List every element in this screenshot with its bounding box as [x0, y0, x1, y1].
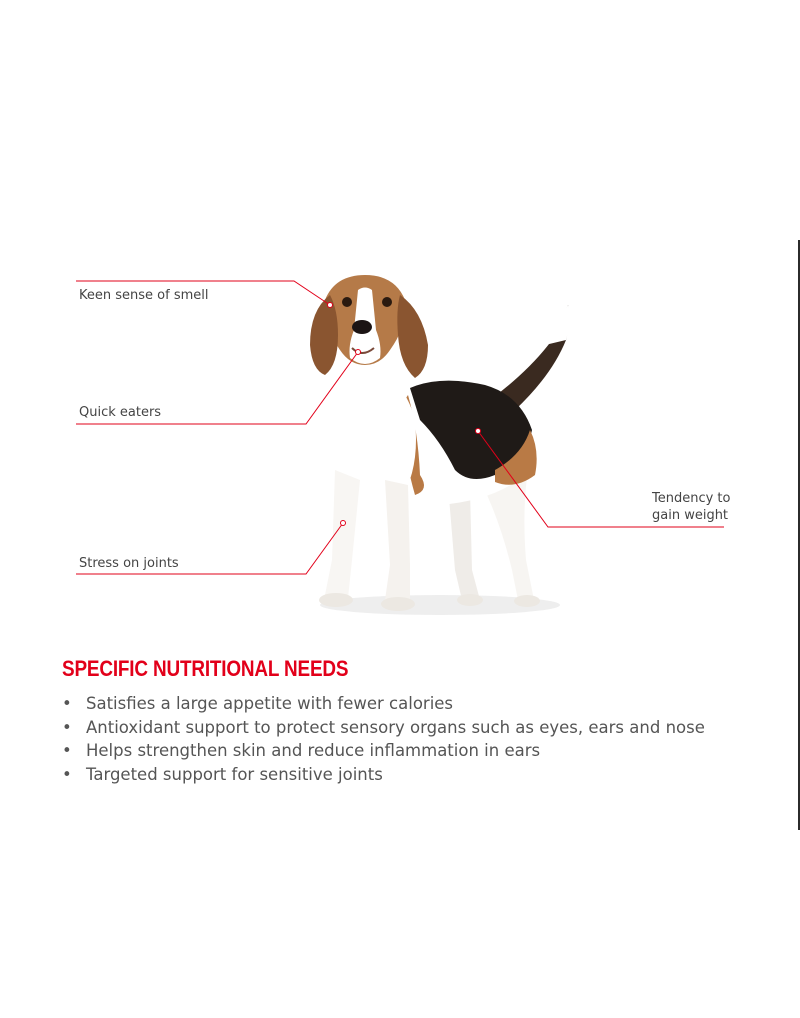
callout-stress-on-joints: Stress on joints [79, 556, 179, 571]
nutritional-needs-list [62, 692, 705, 786]
list-item-text: Antioxidant support to protect sensory organs such as eyes, ears and nose [86, 717, 705, 737]
beagle-illustration [290, 270, 590, 630]
callout-quick-eaters: Quick eaters [79, 405, 162, 420]
list-item [62, 763, 705, 787]
callout-keen-sense-of-smell: Keen sense of smell [79, 288, 209, 303]
callout-tendency-to-gain-weight: Tendency to gain weight [652, 491, 731, 523]
bullet-icon: • [62, 741, 72, 760]
list-item [62, 739, 705, 763]
list-item [62, 692, 705, 716]
list-item-text: Targeted support for sensitive joints [86, 764, 383, 784]
bullet-icon: • [62, 694, 72, 713]
list-item-text: Helps strengthen skin and reduce inflammation in ears [86, 741, 541, 760]
bullet-icon: • [62, 764, 72, 784]
list-item [62, 716, 705, 740]
section-title: SPECIFIC NUTRITIONAL NEEDS [62, 656, 349, 681]
list-item-text: Satisfies a large appetite with fewer calories [86, 694, 454, 713]
bullet-icon: • [62, 717, 72, 737]
